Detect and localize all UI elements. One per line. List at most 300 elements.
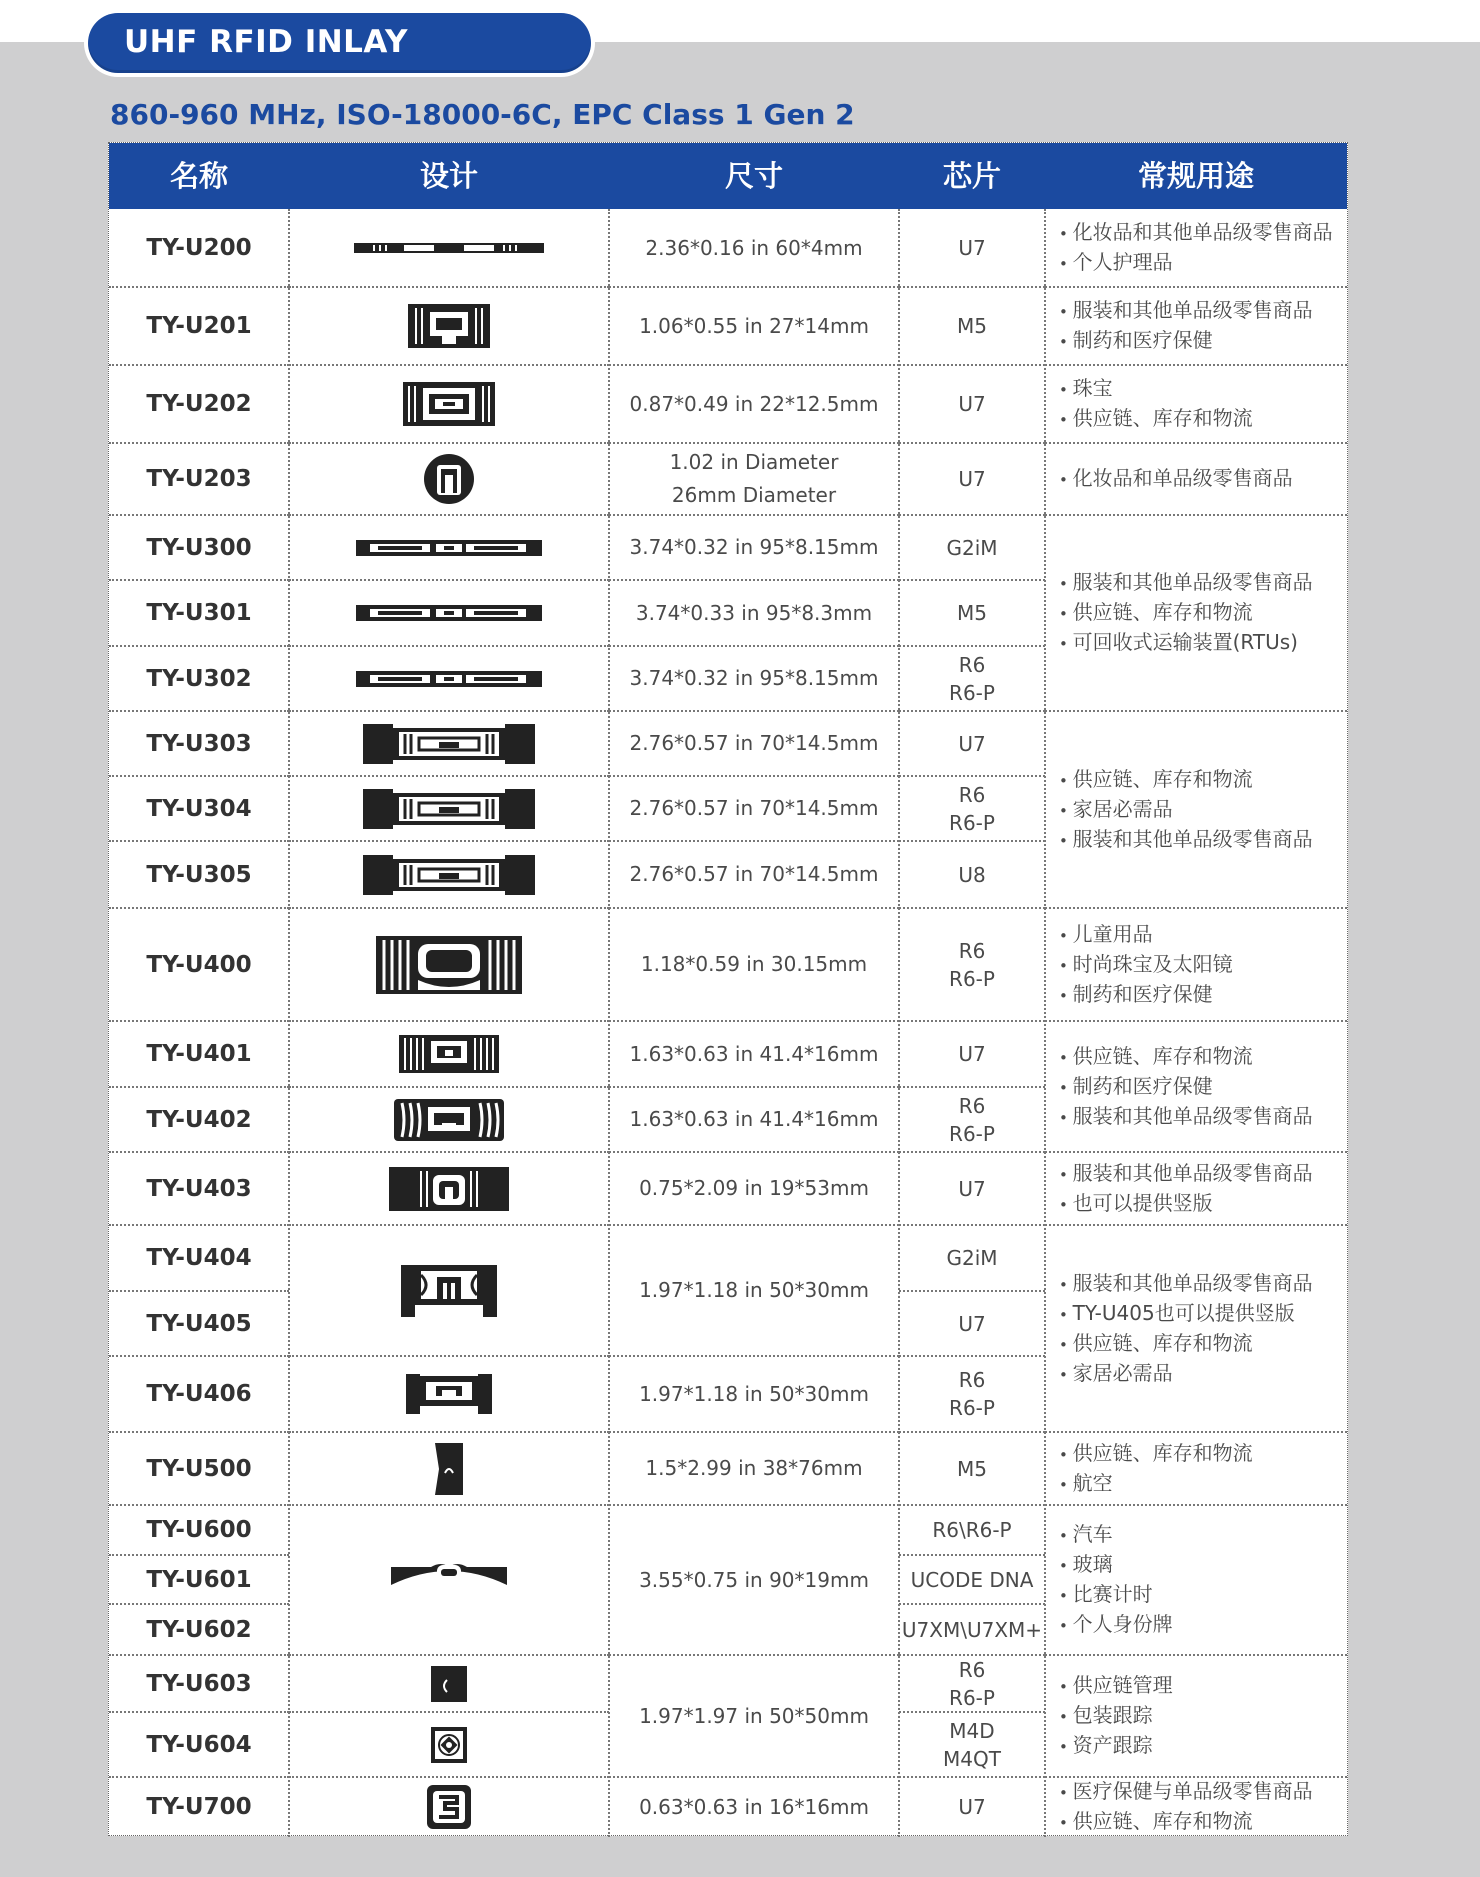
chip-value: R6 — [958, 782, 986, 807]
size-value: 1.5*2.99 in 38*76mm — [645, 1456, 863, 1480]
row-divider — [1045, 1224, 1347, 1226]
usage-list — [1059, 1520, 1173, 1640]
size-cell — [609, 646, 899, 711]
row-divider — [899, 1776, 1045, 1778]
size-cell — [609, 287, 899, 365]
size-cell — [609, 1152, 899, 1225]
meander-antenna-icon — [408, 304, 490, 348]
inlay-design — [289, 711, 609, 776]
dogbone-antenna-icon — [356, 603, 542, 623]
row-divider — [609, 1086, 899, 1088]
row-divider — [609, 1151, 899, 1153]
header-design: 设计 — [419, 159, 478, 193]
row-divider — [899, 286, 1045, 288]
usage-item: • 医疗保健与单品级零售商品 — [1059, 1777, 1313, 1807]
row-divider — [899, 907, 1045, 909]
row-divider — [109, 775, 289, 777]
row-divider — [289, 1431, 609, 1433]
size-cell — [609, 711, 899, 776]
usage-list — [1059, 1159, 1313, 1219]
chip-value: U7 — [958, 467, 986, 491]
title-banner — [84, 9, 595, 77]
row-divider — [289, 1020, 609, 1022]
product-name: TY-U304 — [146, 795, 252, 822]
row-divider — [609, 907, 899, 909]
loop-antenna-icon — [403, 382, 495, 426]
inlay-design — [289, 580, 609, 646]
size-value: 2.76*0.57 in 70*14.5mm — [629, 731, 879, 755]
inlay-design — [289, 515, 609, 580]
usage-item: • 制药和医疗保健 — [1059, 1072, 1313, 1102]
chip-cell — [899, 1356, 1045, 1432]
row-divider — [289, 1504, 609, 1506]
usage-item: • 也可以提供竖版 — [1059, 1189, 1313, 1219]
size-value: 1.06*0.55 in 27*14mm — [639, 313, 869, 338]
chip-value: M5 — [957, 1456, 987, 1481]
usage-cell — [1045, 711, 1347, 908]
row-divider — [609, 1431, 899, 1433]
column-divider — [898, 209, 900, 1837]
product-name: TY-U401 — [146, 1041, 252, 1067]
chip-cell — [899, 1087, 1045, 1152]
product-name: TY-U203 — [146, 466, 252, 492]
row-divider — [1045, 442, 1347, 444]
row-divider — [289, 840, 609, 842]
usage-item: • 儿童用品 — [1059, 920, 1233, 950]
row-divider — [109, 1603, 289, 1605]
chip-cell — [899, 1432, 1045, 1505]
hook-antenna-icon — [406, 1374, 492, 1414]
ornate-square-tag-icon — [431, 1727, 467, 1763]
row-divider — [109, 1355, 289, 1357]
usage-cell — [1045, 515, 1347, 711]
size-cell — [609, 1225, 899, 1356]
row-divider — [899, 1431, 1045, 1433]
usage-list — [1059, 374, 1253, 434]
inlay-design — [289, 1152, 609, 1225]
dogbone-antenna-icon — [356, 538, 542, 558]
inlay-design — [289, 365, 609, 443]
size-cell — [609, 1021, 899, 1087]
usage-item: • 服装和其他单品级零售商品 — [1059, 1159, 1313, 1189]
inlay-design — [289, 1505, 609, 1655]
size-value: 0.63*0.63 in 16*16mm — [639, 1794, 869, 1819]
row-divider — [289, 1776, 609, 1778]
row-divider — [289, 514, 609, 516]
chip-value: R6 — [958, 1093, 986, 1118]
usage-cell — [1045, 1655, 1347, 1777]
usage-list — [1059, 1777, 1313, 1837]
dual-block-antenna-icon — [363, 789, 535, 829]
inlay-design — [289, 1021, 609, 1087]
usage-item: • 服装和其他单品级零售商品 — [1059, 1269, 1313, 1299]
usage-item: • 玻璃 — [1059, 1550, 1173, 1580]
usage-list — [1059, 296, 1313, 356]
chip-value: R6\R6-P — [932, 1518, 1012, 1542]
product-name: TY-U301 — [146, 600, 252, 626]
wave-antenna-icon — [394, 1099, 504, 1141]
row-divider — [109, 1711, 289, 1713]
chip-value: R6 — [958, 652, 986, 677]
product-name: TY-U601 — [146, 1566, 252, 1593]
row-divider — [609, 442, 899, 444]
inlay-design — [289, 1655, 609, 1712]
row-divider — [109, 1151, 289, 1153]
inlay-design — [289, 908, 609, 1021]
row-divider — [899, 1355, 1045, 1357]
usage-cell — [1045, 287, 1347, 365]
row-divider — [109, 1554, 289, 1556]
size-cell — [609, 1432, 899, 1505]
chip-value: U7 — [958, 1311, 986, 1336]
usage-item: • TY-U405也可以提供竖版 — [1059, 1299, 1313, 1329]
product-name: TY-U305 — [146, 861, 252, 888]
usage-cell — [1045, 365, 1347, 443]
product-name: TY-U201 — [146, 313, 252, 339]
row-divider — [109, 514, 289, 516]
row-divider — [899, 1654, 1045, 1656]
usage-item: • 供应链、库存和物流 — [1059, 1807, 1313, 1837]
chip-value: R6-P — [949, 966, 995, 991]
row-divider — [289, 710, 609, 712]
row-divider — [109, 1431, 289, 1433]
row-divider — [109, 1654, 289, 1656]
row-divider — [899, 645, 1045, 647]
chip-value: UCODE DNA — [910, 1567, 1034, 1592]
row-divider — [109, 907, 289, 909]
row-divider — [609, 579, 899, 581]
slim-dipole-antenna-icon — [354, 239, 544, 257]
usage-item: • 时尚珠宝及太阳镜 — [1059, 950, 1233, 980]
chip-value: M5 — [957, 601, 987, 625]
frequency-subtitle: 860-960 MHz, ISO-18000-6C, EPC Class 1 Gen 2 — [110, 98, 855, 131]
row-divider — [609, 645, 899, 647]
usage-item: • 包装跟踪 — [1059, 1701, 1173, 1731]
row-divider — [899, 1151, 1045, 1153]
row-divider — [899, 1504, 1045, 1506]
column-divider — [1044, 209, 1046, 1837]
row-divider — [899, 1290, 1045, 1292]
chip-cell — [899, 365, 1045, 443]
row-divider — [289, 286, 609, 288]
row-divider — [609, 1355, 899, 1357]
size-value: 3.74*0.32 in 95*8.15mm — [629, 666, 879, 690]
header-usage: 常规用途 — [1137, 159, 1254, 193]
square-loop-tag-icon — [427, 1785, 471, 1829]
row-divider — [609, 1654, 899, 1656]
row-divider — [289, 579, 609, 581]
usage-item: • 化妆品和单品级零售商品 — [1059, 464, 1293, 494]
usage-item: • 服装和其他单品级零售商品 — [1059, 296, 1313, 326]
usage-item: • 供应链、库存和物流 — [1059, 598, 1313, 628]
row-divider — [1045, 286, 1347, 288]
size-cell — [609, 209, 899, 287]
product-name: TY-U700 — [146, 1794, 252, 1820]
usage-item: • 个人护理品 — [1059, 248, 1333, 278]
usage-cell — [1045, 1505, 1347, 1655]
chip-cell — [899, 515, 1045, 580]
inlay-design — [289, 646, 609, 711]
small-square-tag-icon — [431, 1666, 467, 1702]
row-divider — [899, 442, 1045, 444]
usage-list — [1059, 1042, 1313, 1132]
row-divider — [289, 1086, 609, 1088]
chip-cell — [899, 776, 1045, 841]
comb-antenna-icon — [399, 1035, 499, 1073]
row-divider — [109, 364, 289, 366]
product-name: TY-U603 — [146, 1670, 252, 1697]
row-divider — [899, 514, 1045, 516]
row-divider — [109, 1776, 289, 1778]
row-divider — [899, 1711, 1045, 1713]
row-divider — [289, 907, 609, 909]
usage-item: • 航空 — [1059, 1469, 1253, 1499]
header-name: 名称 — [169, 159, 228, 193]
header-size: 尺寸 — [724, 159, 783, 193]
size-cell — [609, 1777, 899, 1837]
usage-cell — [1045, 1777, 1347, 1837]
size-value: 1.97*1.18 in 50*30mm — [639, 1278, 869, 1302]
chip-value: U7 — [958, 731, 986, 756]
inlay-design — [289, 1225, 609, 1356]
size-cell — [609, 1505, 899, 1655]
size-cell — [609, 443, 899, 515]
row-divider — [899, 1603, 1045, 1605]
usage-item: • 供应链管理 — [1059, 1671, 1173, 1701]
usage-cell — [1045, 1225, 1347, 1432]
row-divider — [289, 1654, 609, 1656]
row-divider — [109, 1020, 289, 1022]
product-name: TY-U405 — [146, 1310, 252, 1337]
row-divider — [109, 442, 289, 444]
header-chip: 芯片 — [942, 159, 1001, 193]
row-divider — [1045, 514, 1347, 516]
size-cell — [609, 515, 899, 580]
product-name: TY-U400 — [146, 951, 252, 978]
size-value: 1.18*0.59 in 30.15mm — [640, 952, 868, 976]
usage-item: • 供应链、库存和物流 — [1059, 765, 1313, 795]
product-name: TY-U300 — [146, 534, 252, 561]
usage-list — [1059, 464, 1293, 494]
column-divider — [288, 209, 290, 1837]
size-value: 1.63*0.63 in 41.4*16mm — [629, 1107, 879, 1131]
chip-value: U7 — [958, 236, 986, 260]
chip-cell — [899, 287, 1045, 365]
chip-value: G2iM — [946, 1246, 998, 1270]
inlay-design — [289, 209, 609, 287]
chip-value: U7 — [958, 1795, 986, 1819]
row-divider — [109, 1290, 289, 1292]
chip-value: U8 — [958, 862, 986, 887]
dogbone-antenna-icon — [356, 669, 542, 689]
row-divider — [899, 775, 1045, 777]
usage-list — [1059, 1439, 1253, 1499]
chip-cell — [899, 1291, 1045, 1356]
chip-cell — [899, 1604, 1045, 1655]
size-value: 1.02 in Diameter — [669, 450, 839, 474]
comb-antenna-icon — [376, 936, 522, 994]
product-name: TY-U403 — [146, 1175, 252, 1202]
row-divider — [1045, 1020, 1347, 1022]
usage-item: • 资产跟踪 — [1059, 1731, 1173, 1761]
size-value: 1.97*1.97 in 50*50mm — [639, 1703, 869, 1728]
usage-cell — [1045, 908, 1347, 1021]
size-cell — [609, 1655, 899, 1777]
chip-value: R6-P — [949, 810, 995, 835]
chip-value: R6-P — [949, 1121, 995, 1146]
row-divider — [109, 286, 289, 288]
chip-value: R6 — [958, 1657, 986, 1682]
usage-item: • 制药和医疗保健 — [1059, 326, 1313, 356]
vertical-tag-icon — [435, 1443, 463, 1495]
row-divider — [289, 645, 609, 647]
inlay-design — [289, 1356, 609, 1432]
inlay-table — [108, 142, 1348, 1836]
size-cell — [609, 841, 899, 908]
size-value: 3.74*0.33 in 95*8.3mm — [635, 600, 873, 625]
chip-cell — [899, 1777, 1045, 1837]
size-cell — [609, 776, 899, 841]
row-divider — [289, 1711, 609, 1713]
banner-title: UHF RFID INLAY — [124, 24, 408, 60]
row-divider — [109, 840, 289, 842]
size-value: 3.74*0.32 in 95*8.15mm — [629, 535, 879, 559]
size-cell — [609, 908, 899, 1021]
product-name: TY-U600 — [146, 1517, 252, 1543]
chip-cell — [899, 711, 1045, 776]
chip-value: R6 — [958, 1368, 986, 1392]
row-divider — [609, 514, 899, 516]
dual-block-antenna-icon — [363, 855, 535, 895]
inlay-design — [289, 1777, 609, 1837]
row-divider — [609, 1504, 899, 1506]
row-divider — [289, 364, 609, 366]
usage-item: • 服装和其他单品级零售商品 — [1059, 1102, 1313, 1132]
row-divider — [1045, 907, 1347, 909]
usage-item: • 珠宝 — [1059, 374, 1253, 404]
size-value: 1.97*1.18 in 50*30mm — [639, 1381, 869, 1406]
chip-value: M5 — [957, 314, 987, 338]
row-divider — [289, 775, 609, 777]
row-divider — [109, 710, 289, 712]
usage-cell — [1045, 1432, 1347, 1505]
chip-cell — [899, 209, 1045, 287]
product-name: TY-U303 — [146, 730, 252, 757]
usage-list — [1059, 1269, 1313, 1389]
chip-cell — [899, 1505, 1045, 1555]
size-value: 3.55*0.75 in 90*19mm — [639, 1567, 869, 1592]
row-divider — [609, 364, 899, 366]
product-name: TY-U402 — [146, 1106, 252, 1133]
size-cell — [609, 365, 899, 443]
column-divider — [608, 209, 610, 1837]
chip-value: U7 — [958, 1176, 986, 1201]
usage-item: • 供应链、库存和物流 — [1059, 1439, 1253, 1469]
product-name: TY-U202 — [146, 391, 252, 417]
row-divider — [1045, 364, 1347, 366]
row-divider — [1045, 1431, 1347, 1433]
usage-item: • 比赛计时 — [1059, 1580, 1173, 1610]
dual-block-antenna-icon — [363, 724, 535, 764]
chip-cell — [899, 646, 1045, 711]
row-divider — [289, 1151, 609, 1153]
arch-tag-icon — [391, 1563, 507, 1597]
inlay-design — [289, 1432, 609, 1505]
size-cell — [609, 580, 899, 646]
usage-item: • 供应链、库存和物流 — [1059, 404, 1253, 434]
chip-value: M4QT — [943, 1746, 1001, 1771]
usage-item: • 服装和其他单品级零售商品 — [1059, 825, 1313, 855]
usage-item: • 供应链、库存和物流 — [1059, 1329, 1313, 1359]
inlay-design — [289, 1712, 609, 1777]
row-divider — [609, 1776, 899, 1778]
inlay-design — [289, 443, 609, 515]
size-value: 0.75*2.09 in 19*53mm — [639, 1176, 869, 1200]
row-divider — [609, 1224, 899, 1226]
chip-value: U7 — [958, 392, 986, 416]
inlay-design — [289, 776, 609, 841]
chip-value: R6-P — [949, 680, 995, 705]
chip-cell — [899, 1225, 1045, 1291]
product-name: TY-U604 — [146, 1731, 252, 1758]
row-divider — [609, 1020, 899, 1022]
table-header — [109, 143, 1347, 209]
usage-list — [1059, 1671, 1173, 1761]
row-divider — [1045, 1151, 1347, 1153]
usage-item: • 个人身份牌 — [1059, 1610, 1173, 1640]
row-divider — [609, 840, 899, 842]
chip-cell — [899, 1712, 1045, 1777]
size-value: 2.76*0.57 in 70*14.5mm — [629, 862, 879, 886]
chip-cell — [899, 580, 1045, 646]
chip-cell — [899, 1555, 1045, 1604]
usage-item: • 汽车 — [1059, 1520, 1173, 1550]
inlay-design — [289, 287, 609, 365]
chip-value: R6-P — [949, 1396, 995, 1420]
row-divider — [289, 1355, 609, 1357]
usage-cell — [1045, 1152, 1347, 1225]
chip-value: G2iM — [946, 535, 998, 560]
chip-cell — [899, 841, 1045, 908]
row-divider — [289, 442, 609, 444]
round-tag-icon — [423, 453, 475, 505]
chip-value: U7 — [958, 1042, 986, 1066]
product-name: TY-U200 — [146, 235, 252, 261]
row-divider — [899, 1554, 1045, 1556]
row-divider — [899, 1086, 1045, 1088]
usage-list — [1059, 920, 1233, 1010]
row-divider — [899, 840, 1045, 842]
chip-cell — [899, 443, 1045, 515]
row-divider — [1045, 710, 1347, 712]
row-divider — [109, 645, 289, 647]
size-value: 2.36*0.16 in 60*4mm — [645, 235, 863, 260]
row-divider — [1045, 1504, 1347, 1506]
inlay-design — [289, 841, 609, 908]
product-name: TY-U406 — [146, 1381, 252, 1407]
chip-value: R6-P — [949, 1685, 995, 1710]
chip-cell — [899, 1021, 1045, 1087]
row-divider — [899, 579, 1045, 581]
usage-list — [1059, 218, 1333, 278]
title-banner-pill — [88, 13, 591, 73]
row-divider — [899, 1224, 1045, 1226]
row-divider — [609, 286, 899, 288]
row-divider — [609, 710, 899, 712]
row-divider — [899, 364, 1045, 366]
usage-cell — [1045, 443, 1347, 515]
row-divider — [1045, 1776, 1347, 1778]
